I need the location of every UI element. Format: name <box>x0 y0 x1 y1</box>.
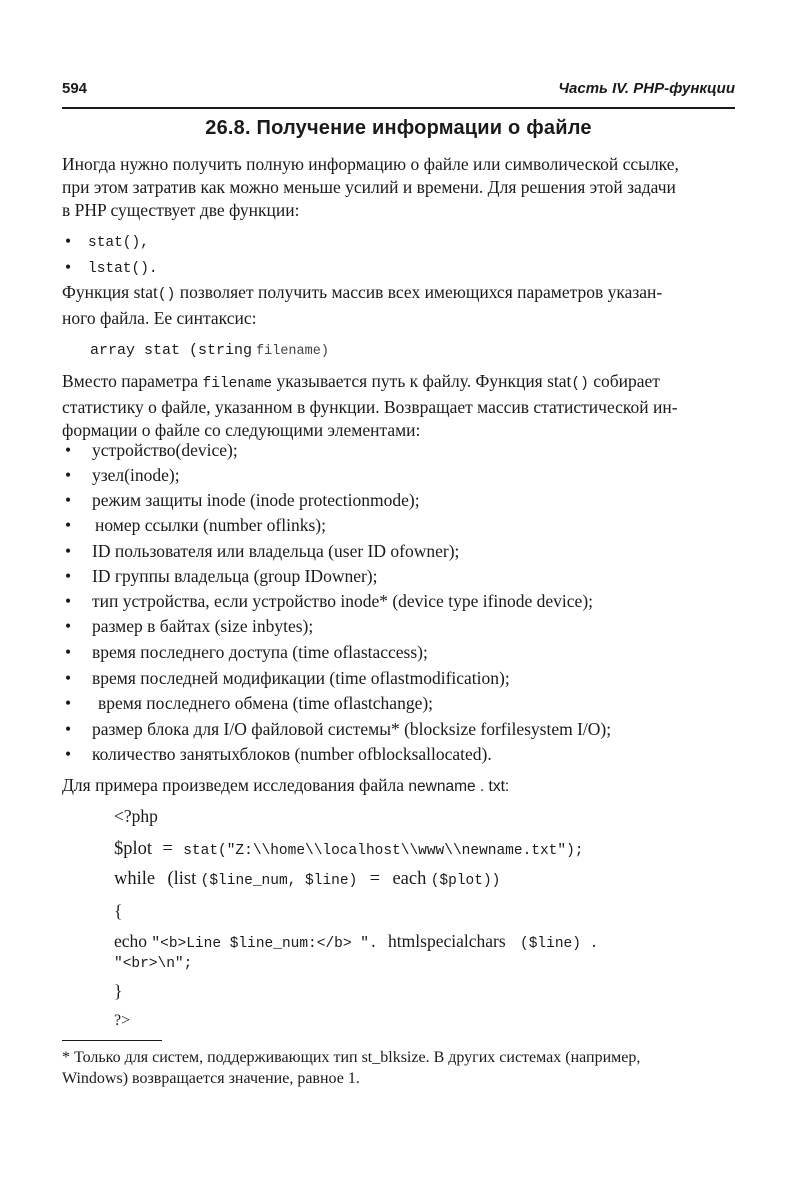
bullet-icon: • <box>65 440 72 460</box>
bullet-icon: • <box>65 616 72 636</box>
explain-paragraph <box>62 370 735 442</box>
intro-paragraph <box>62 153 735 222</box>
code-assign: = <box>162 839 173 859</box>
stat-element-text: размер в байтах (size inbytes); <box>92 616 314 636</box>
explain-line-2: статистику о файле, указанном в функции. Возвращает массив статистической ин- <box>62 397 678 417</box>
footnote-line-2: Windows) возвращается значение, равное 1. <box>62 1070 360 1087</box>
stat-element-text: время последнего обмена (time oflastchange); <box>98 693 434 713</box>
stat-func-paren: () <box>157 287 176 303</box>
example-intro <box>62 774 735 798</box>
stat-element-text: устройство(device); <box>92 440 238 460</box>
code-list-keyword: (list <box>167 869 197 889</box>
stat-element-text: время последнего доступа (time oflastaccess); <box>92 642 428 662</box>
code-assign: = <box>369 869 381 889</box>
code-htmlspecialchars: htmlspecialchars <box>388 931 506 951</box>
stat-element-text: узел(inode); <box>92 465 180 485</box>
stat-desc-line-2: ного файла. Ее синтаксис: <box>62 308 257 328</box>
bullet-icon: • <box>65 693 72 713</box>
explain-line-1 <box>62 370 735 396</box>
bullet-icon: • <box>65 668 72 688</box>
stat-desc-pre: Функция <box>62 282 130 302</box>
explain-post: собирает <box>593 371 660 391</box>
stat-element-text: время последней модификации (time oflastmodification); <box>92 668 510 688</box>
code-br-string: "<br>\n"; <box>114 956 193 972</box>
bullet-icon: • <box>65 490 72 510</box>
code-line-3 <box>114 867 500 892</box>
syntax-line <box>90 341 329 359</box>
footnote <box>62 1047 735 1089</box>
code-line-4: { <box>114 901 123 921</box>
code-stat-call: stat("Z:\\home\\localhost\\www\\newname.txt"); <box>183 843 584 859</box>
code-echo-string: "<b>Line $line_num:</b> ". <box>151 936 378 952</box>
stat-element-text: ID пользователя или владельца (user ID ofowner); <box>92 541 460 561</box>
stat-element-text: номер ссылки (number oflinks); <box>95 515 326 535</box>
stat-description <box>62 281 735 330</box>
example-intro-text: Для примера произведем исследования файла <box>62 775 405 795</box>
intro-line-3: в PHP существует две функции: <box>62 200 300 220</box>
stat-element-text: режим защиты inode (inode protectionmode); <box>92 490 420 510</box>
bullet-icon: • <box>65 515 72 535</box>
stat-element-text: ID группы владельца (group IDowner); <box>92 566 378 586</box>
explain-mid: указывается путь к файлу. Функция <box>276 371 543 391</box>
stat-func-name: stat <box>133 282 158 302</box>
code-line-6 <box>114 950 192 975</box>
code-plot-var: $plot <box>114 839 153 859</box>
page-header <box>62 80 735 102</box>
bullet-icon: • <box>65 591 72 611</box>
explain-func-name: stat <box>547 371 572 391</box>
code-list-args: ($line_num, $line) <box>200 873 358 889</box>
explain-line-3: формации о файле со следующими элементами: <box>62 420 421 440</box>
explain-pre: Вместо параметра <box>62 371 199 391</box>
syntax-code: array stat (string <box>90 342 253 359</box>
function-name: stat(), <box>88 235 149 251</box>
syntax-param: filename) <box>256 344 329 359</box>
bullet-icon: • <box>65 231 72 251</box>
code-each-arg: ($plot)) <box>430 873 501 889</box>
intro-line-2: при этом затратив как можно меньше усилий и времени. Для решения этой задачи <box>62 177 676 197</box>
code-while-keyword: while <box>114 869 156 889</box>
footnote-line-1: * Только для систем, поддерживающих тип st_blksize. В других системах (например, <box>62 1049 641 1066</box>
explain-param: filename <box>202 376 273 392</box>
bullet-icon: • <box>65 465 72 485</box>
section-title: 26.8. Получение информации о файле <box>205 117 592 139</box>
bullet-icon: • <box>65 744 72 764</box>
header-rule <box>62 107 735 109</box>
example-filename: newname . txt: <box>408 778 510 795</box>
code-line-1: <?php <box>114 806 158 826</box>
page-number: 594 <box>62 80 88 97</box>
stat-element-text: количество занятыхблоков (number ofblocksallocated). <box>92 744 492 764</box>
code-line-2 <box>114 837 583 862</box>
code-echo-keyword: echo <box>114 931 148 951</box>
footnote-rule <box>62 1040 162 1041</box>
intro-line-1: Иногда нужно получить полную информацию о файле или символической ссылке, <box>62 154 679 174</box>
explain-func-paren: () <box>571 376 589 392</box>
stat-desc-line-1 <box>62 281 735 307</box>
code-each-func: each <box>392 869 427 889</box>
code-line-7: } <box>114 981 123 1001</box>
code-htmlspecialchars-arg: ($line) . <box>520 936 599 952</box>
bullet-icon: • <box>65 257 72 277</box>
function-name: lstat(). <box>88 261 158 277</box>
bullet-icon: • <box>65 566 72 586</box>
stat-element-text: размер блока для I/O файловой системы* (blocksize forfilesystem I/O); <box>92 719 612 739</box>
running-title: Часть IV. PHP-функции <box>558 80 735 97</box>
bullet-icon: • <box>65 719 72 739</box>
stat-element-text: тип устройства, если устройство inode* (device type ifinode device); <box>92 591 594 611</box>
bullet-icon: • <box>65 642 72 662</box>
bullet-icon: • <box>65 541 72 561</box>
code-line-8: ?> <box>114 1012 131 1029</box>
stat-desc-post: позволяет получить массив всех имеющихся параметров указан- <box>179 282 663 302</box>
